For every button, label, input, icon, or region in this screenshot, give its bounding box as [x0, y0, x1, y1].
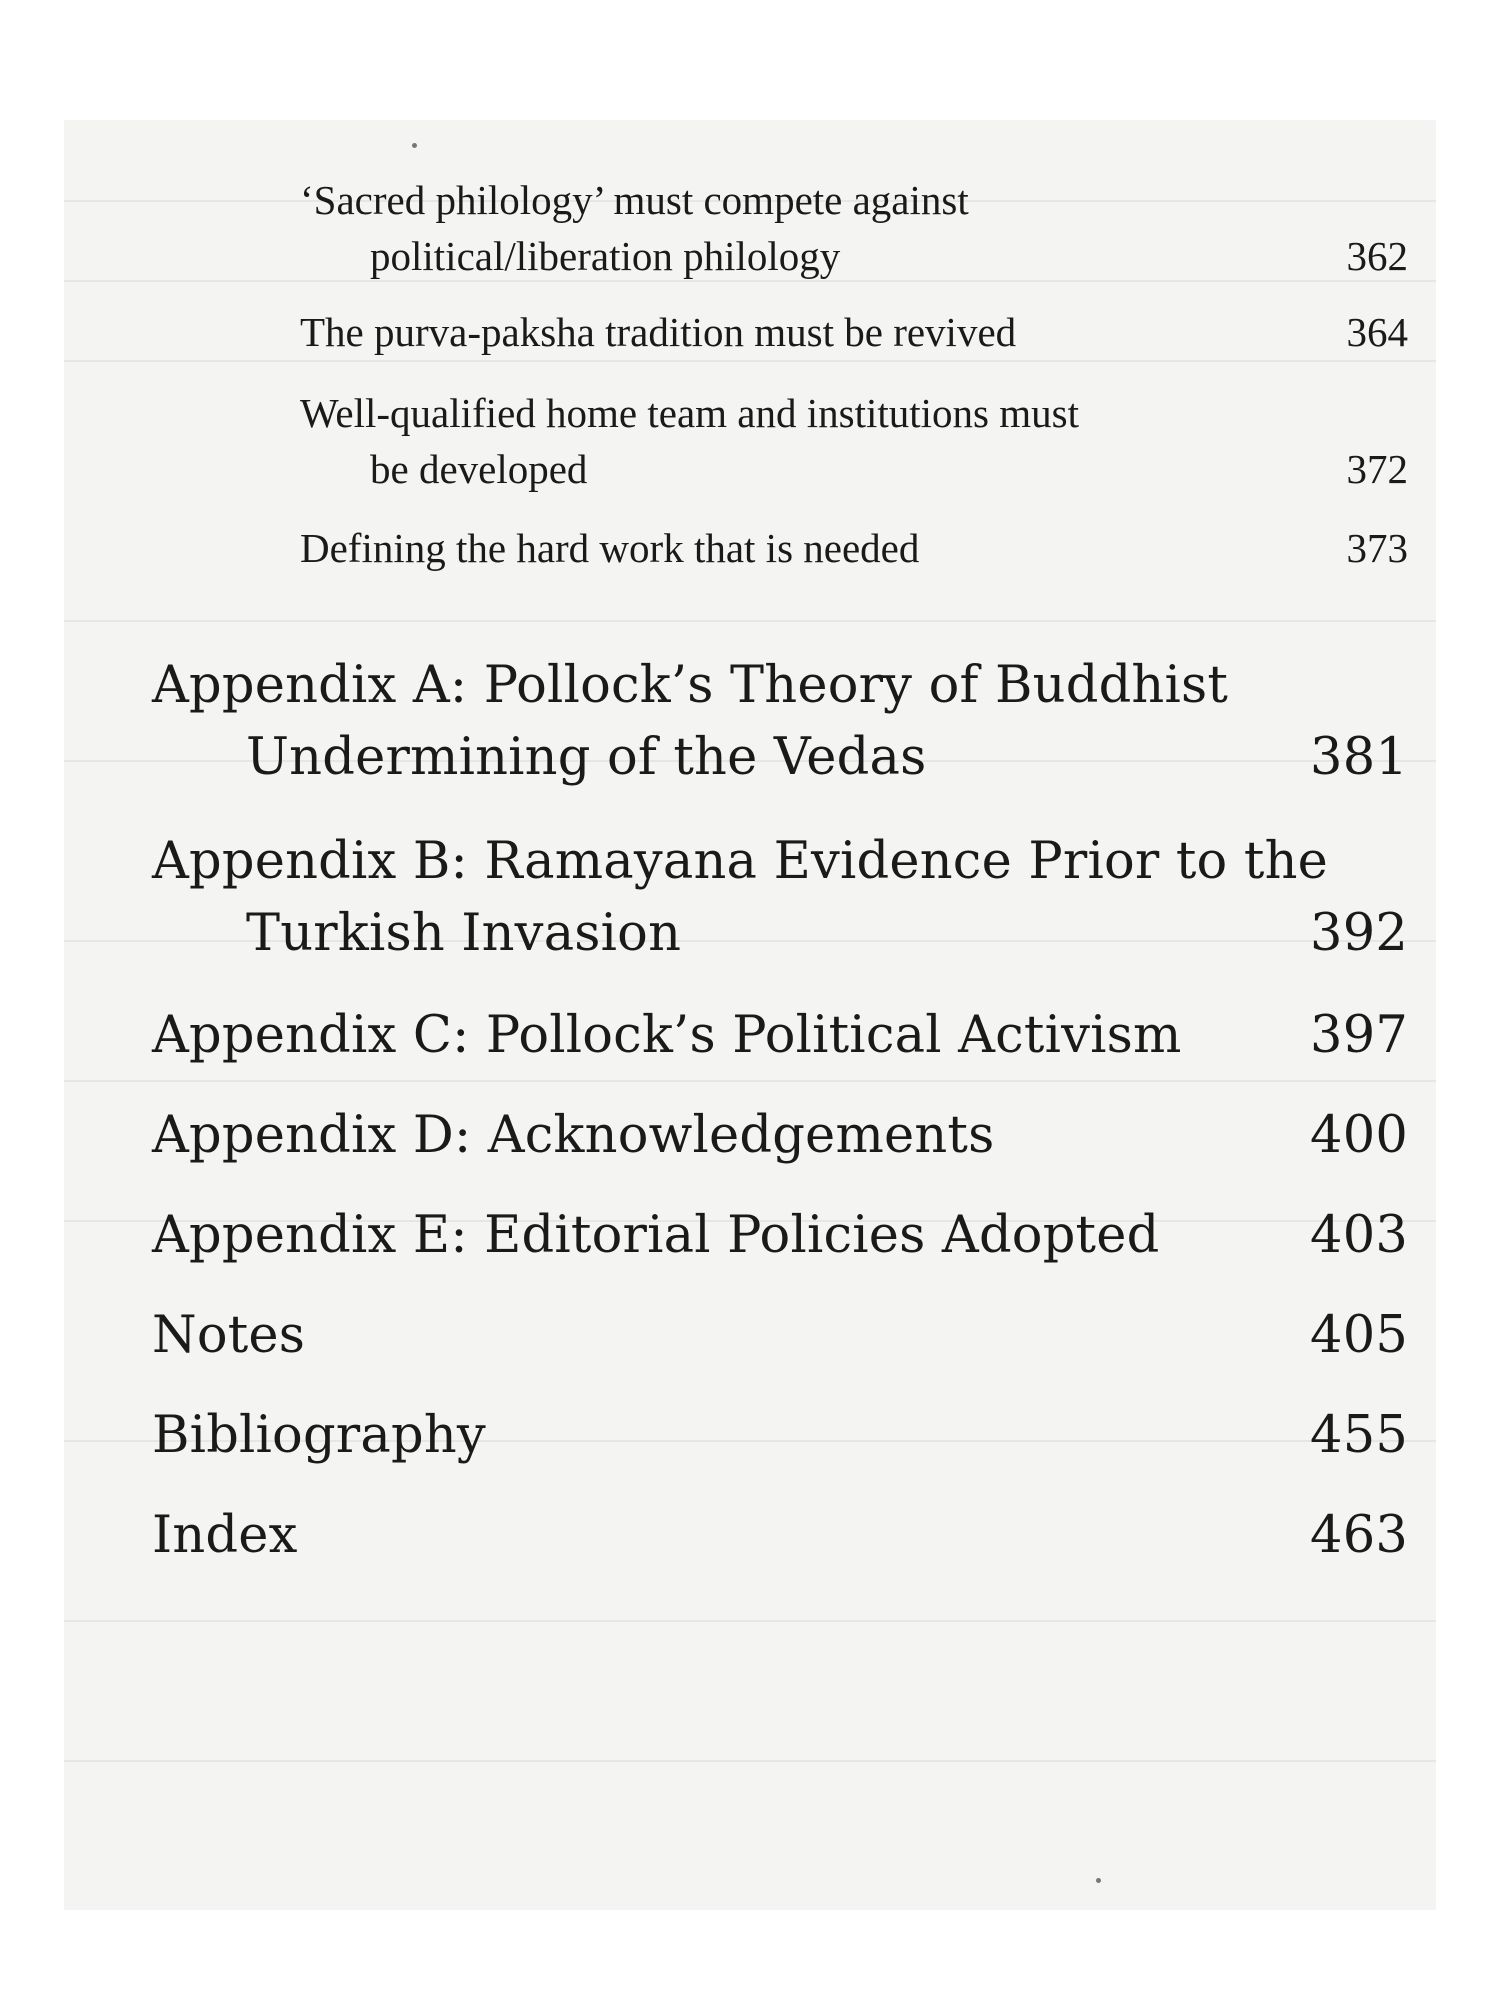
toc-subsection-entry — [300, 385, 1408, 497]
toc-entry-title-line1: Appendix C: Pollock’s Political Activism — [152, 1006, 1182, 1065]
toc-page-number: 397 — [1310, 1006, 1408, 1065]
toc-page-number: 403 — [1310, 1206, 1408, 1265]
toc-backmatter-entry — [152, 1300, 1408, 1372]
toc-page-number: 405 — [1310, 1306, 1408, 1365]
ink-speck — [412, 143, 417, 148]
toc-entry-title-line1: Notes — [152, 1306, 306, 1365]
toc-page-number: 392 — [1310, 904, 1408, 963]
toc-page-number: 373 — [1346, 525, 1408, 571]
toc-entry-title-line2: Turkish Invasion — [246, 904, 682, 963]
toc-page-number: 372 — [1346, 446, 1408, 492]
toc-appendix-entry — [152, 1100, 1408, 1172]
toc-page-number: 364 — [1346, 309, 1408, 355]
toc-subsection-entry — [300, 520, 1408, 576]
toc-backmatter-entry — [152, 1500, 1408, 1572]
toc-entry-title-line1: Well-qualified home team and institutions must — [300, 390, 1079, 436]
toc-entry-title-line1: ‘Sacred philology’ must compete against — [300, 177, 969, 223]
toc-entry-title-line2: political/liberation philology — [370, 233, 841, 279]
toc-entry-title-line1: Bibliography — [152, 1406, 486, 1465]
toc-entry-title-line1: Appendix D: Acknowledgements — [152, 1106, 995, 1165]
toc-page-number: 362 — [1346, 233, 1408, 279]
toc-entry-title-line2: be developed — [370, 446, 588, 492]
toc-page-number: 463 — [1310, 1506, 1408, 1565]
toc-appendix-entry — [152, 1000, 1408, 1072]
toc-entry-title-line1: The purva-paksha tradition must be revived — [300, 309, 1017, 355]
toc-entry-title-line1: Appendix A: Pollock’s Theory of Buddhist — [152, 656, 1229, 715]
toc-entry-title-line2: Undermining of the Vedas — [246, 728, 927, 787]
toc-page-number: 455 — [1310, 1406, 1408, 1465]
toc-subsection-entry — [300, 172, 1408, 284]
toc-appendix-entry — [152, 650, 1408, 794]
toc-entry-title-line1: Index — [152, 1506, 298, 1565]
ink-speck — [1096, 1878, 1101, 1883]
toc-page-number: 381 — [1310, 728, 1408, 787]
toc-entry-title-line1: Appendix E: Editorial Policies Adopted — [152, 1206, 1160, 1265]
toc-subsection-entry — [300, 304, 1408, 360]
toc-backmatter-entry — [152, 1400, 1408, 1472]
toc-entry-title-line1: Defining the hard work that is needed — [300, 525, 920, 571]
toc-appendix-entry — [152, 1200, 1408, 1272]
toc-page-number: 400 — [1310, 1106, 1408, 1165]
toc-appendix-entry — [152, 826, 1408, 970]
toc-entry-title-line1: Appendix B: Ramayana Evidence Prior to the — [152, 832, 1328, 891]
